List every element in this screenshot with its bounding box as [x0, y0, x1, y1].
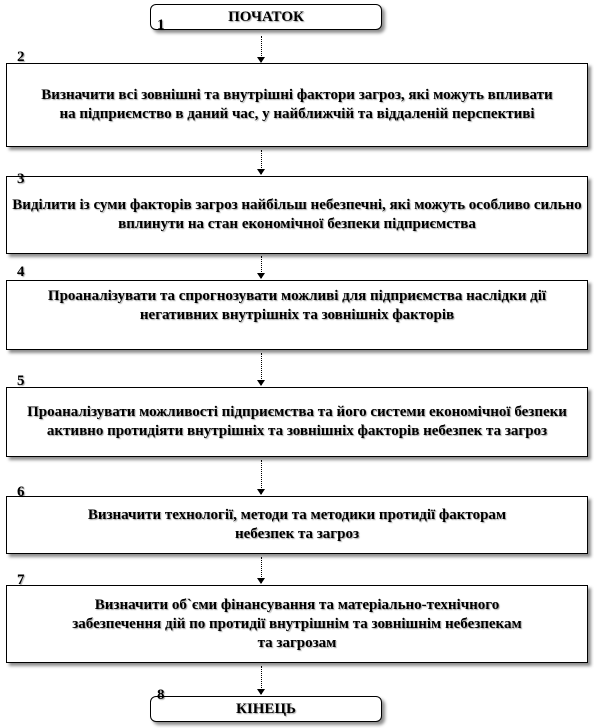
step-text-4: Проаналізувати та спрогнозувати можливі для підприємства наслідки дії негативних внутрішніх та зовнішніх факторів [47, 288, 547, 323]
step-number-4: 4 [17, 264, 25, 280]
step-number-2: 2 [17, 49, 25, 65]
end-label: КІНЕЦЬ [236, 700, 296, 717]
step-text-6: Визначити технології, методи та методики протидії факторам небезпек та загроз [87, 507, 507, 542]
flow-arrow [261, 36, 262, 62]
flow-arrow [261, 460, 262, 494]
step-box-4 [6, 280, 588, 350]
flow-arrow [261, 557, 262, 583]
step-text-7: Визначити об`єми фінансування та матеріально-технічного забезпечення дій по протидії внутрішнім та зовнішнім небезпекам та загрозам [72, 596, 522, 651]
step-box-2 [6, 63, 588, 147]
step-box-7 [6, 585, 588, 663]
step-number-3: 3 [17, 171, 25, 187]
flow-arrow [261, 150, 262, 174]
flow-arrow [261, 256, 262, 278]
start-label: ПОЧАТОК [228, 8, 304, 25]
step-box-5 [6, 387, 588, 457]
step-number-7: 7 [17, 572, 25, 588]
step-text-3: Виділити із суми факторів загроз найбільш небезпечні, які можуть особливо сильно вплинути на стан економічної безпеки підприємства [12, 197, 582, 232]
flow-arrow [261, 666, 262, 694]
step-number-6: 6 [17, 484, 25, 500]
step-box-3 [6, 176, 588, 254]
start-terminal [150, 4, 382, 30]
flow-arrow [261, 353, 262, 385]
step-text-2: Визначити всі зовнішні та внутрішні фактори загроз, які можуть впливати на підприємство в даний час, у найближчій та віддаленій перспективі [41, 87, 553, 122]
step-box-6 [6, 496, 588, 554]
step-text-5: Проаналізувати можливості підприємства та його системи економічної безпеки активно протидіяти внутрішніх та зовнішніх факторів небезпек та загроз [27, 404, 567, 439]
end-terminal [150, 696, 382, 722]
start-number: 1 [157, 17, 165, 33]
step-number-5: 5 [17, 373, 25, 389]
end-number: 8 [157, 687, 165, 703]
